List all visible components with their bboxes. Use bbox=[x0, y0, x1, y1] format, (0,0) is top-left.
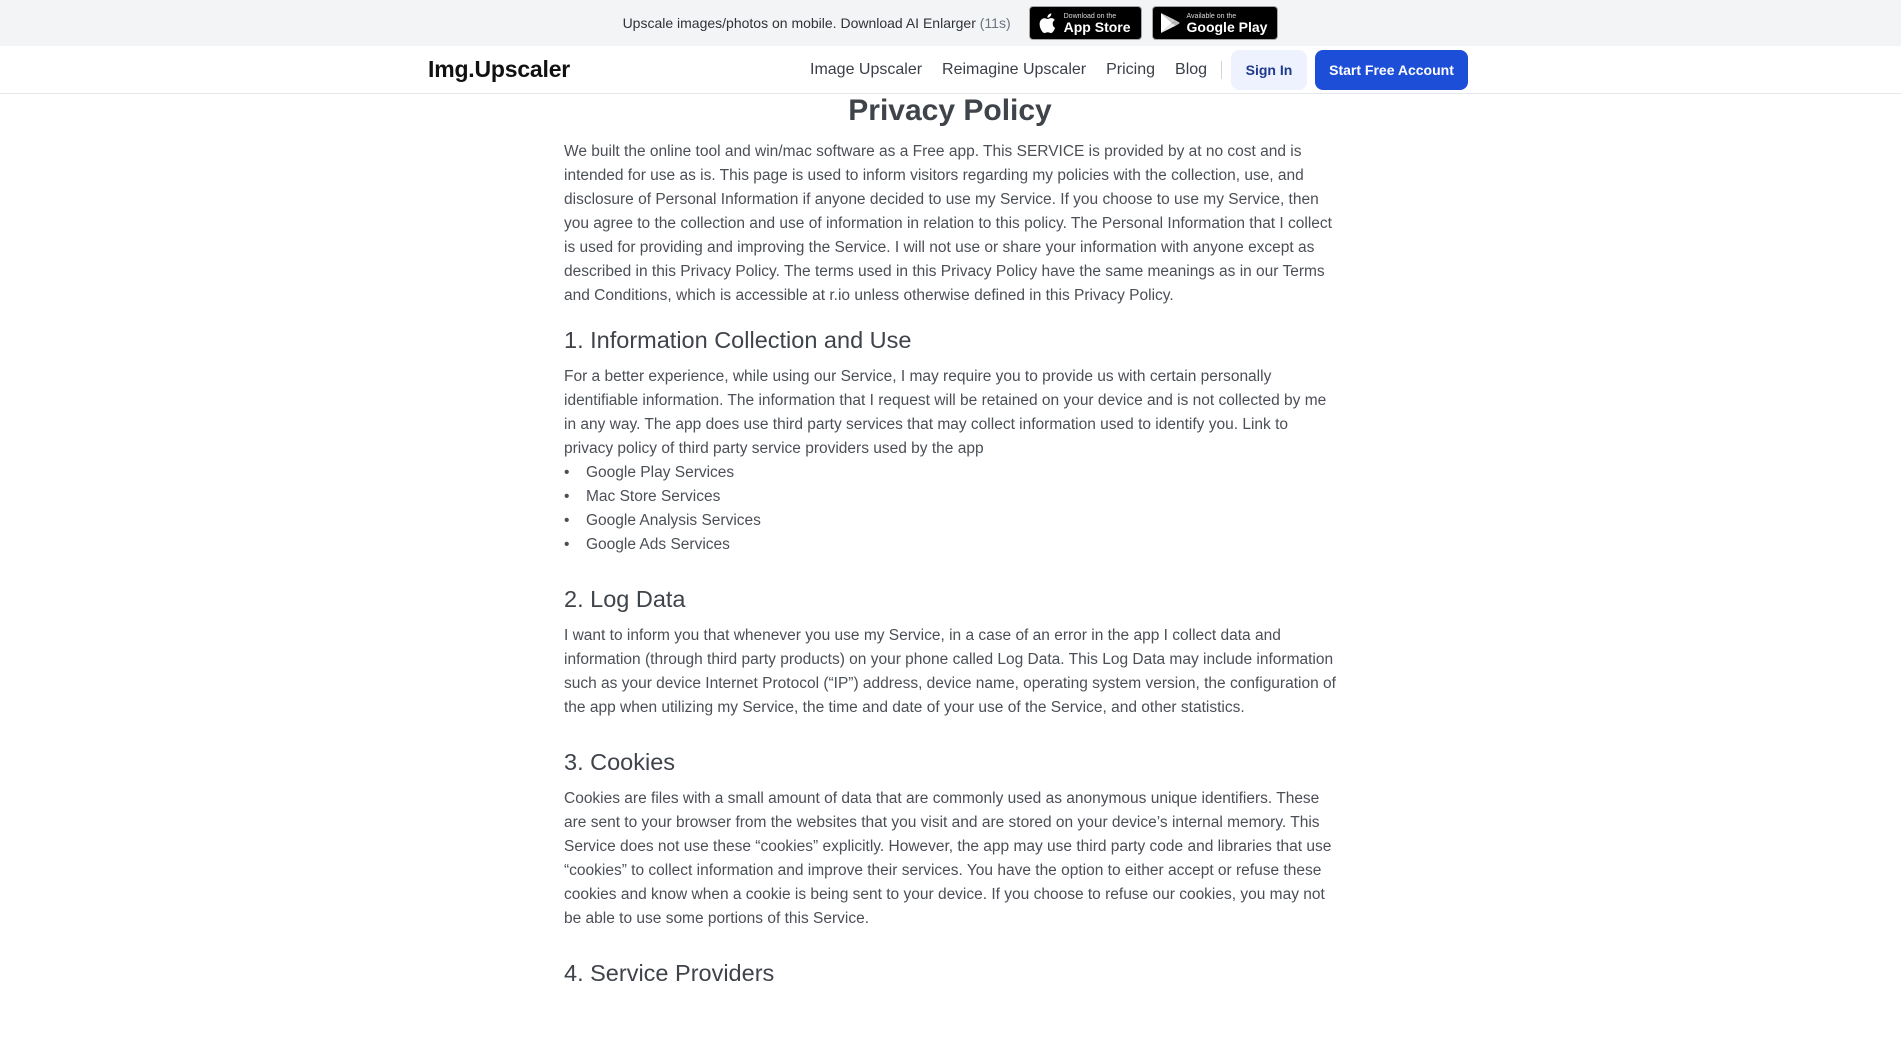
page-title: Privacy Policy bbox=[848, 94, 1052, 127]
nav-link-pricing[interactable]: Pricing bbox=[1106, 61, 1156, 78]
google-play-small: Available on the bbox=[1186, 12, 1237, 20]
list-item: • Mac Store Services bbox=[564, 485, 1336, 509]
list-item: • Google Play Services bbox=[564, 461, 1336, 485]
promo-message: Upscale images/photos on mobile. Download AI Enlarger bbox=[622, 15, 976, 31]
list-item: • Google Ads Services bbox=[564, 533, 1336, 557]
section-title-cookies: 3. Cookies bbox=[564, 749, 676, 775]
third-party-services-list bbox=[564, 461, 1336, 557]
policy-content bbox=[564, 94, 1336, 988]
sign-in-button[interactable]: Sign In bbox=[1231, 50, 1307, 90]
top-navbar bbox=[0, 46, 1901, 94]
nav-link-image-upscaler[interactable]: Image Upscaler bbox=[810, 61, 923, 78]
google-play-badge[interactable] bbox=[1152, 6, 1279, 40]
list-item: • Google Analysis Services bbox=[564, 509, 1336, 533]
nav-link-blog[interactable]: Blog bbox=[1175, 61, 1208, 78]
promo-banner bbox=[0, 0, 1901, 46]
brand-logo[interactable]: Img.Upscaler bbox=[428, 56, 571, 82]
section-title-service-providers: 4. Service Providers bbox=[564, 960, 775, 986]
nav-link-reimagine-upscaler[interactable]: Reimagine Upscaler bbox=[942, 61, 1087, 78]
app-store-badge[interactable] bbox=[1029, 6, 1142, 40]
app-store-small: Download on the bbox=[1063, 12, 1117, 20]
nav-divider bbox=[1221, 61, 1222, 79]
google-play-label: Google Play bbox=[1186, 18, 1268, 35]
promo-text bbox=[623, 15, 1011, 31]
intro-paragraph: We built the online tool and win/mac software as a Free app. This SERVICE is provided by at no cost and is intended for use as is. This page is used to inform visitors regarding my policies with the collection, use, and disclosure of Personal Information if anyone decided to use my Service. If you choose to use my Service, then you agree to the collection and use of information in relation to this policy. The Personal Information that I collect is used for providing and improving the Service. I will not use or share your information with anyone except as described in this Privacy Policy. The terms used in this Privacy Policy have the same meanings as in our Terms and Conditions, which is accessible at r.io unless otherwise defined in this Privacy Policy. bbox=[564, 143, 1332, 304]
section-title-info-collection: 1. Information Collection and Use bbox=[564, 327, 912, 353]
section-title-log-data: 2. Log Data bbox=[564, 586, 686, 612]
promo-timer: (11s) bbox=[979, 15, 1011, 31]
apple-icon bbox=[1036, 12, 1058, 34]
google-play-icon bbox=[1159, 12, 1181, 34]
section-body-cookies: Cookies are files with a small amount of data that are commonly used as anonymous unique identifiers. These are sent to your browser from the websites that you visit and are stored on your device’s internal memory. This Service does not use these “cookies” explicitly. However, the app may use third party code and libraries that use “cookies” to collect information and improve their services. You have the option to either accept or refuse these cookies and know when a cookie is being sent to your device. If you choose to refuse our cookies, you may not be able to use some portions of this Service. bbox=[564, 790, 1332, 927]
start-free-account-button[interactable]: Start Free Account bbox=[1315, 50, 1468, 90]
app-store-label: App Store bbox=[1063, 18, 1131, 35]
section-body-log-data: I want to inform you that whenever you use my Service, in a case of an error in the app I collect data and information (through third party products) on your phone called Log Data. This Log Data may include information such as your device Internet Protocol (“IP”) address, device name, operating system version, the configuration of the app when utilizing my Service, the time and date of your use of the Service, and other statistics. bbox=[564, 627, 1336, 716]
section-body-info-collection: For a better experience, while using our Service, I may require you to provide us with certain personally identifiable information. The information that I request will be retained on your device and is not collected by me in any way. The app does use third party services that may collect information used to identify you. Link to privacy policy of third party service providers used by the app bbox=[564, 368, 1327, 457]
nav-links bbox=[810, 46, 1232, 94]
